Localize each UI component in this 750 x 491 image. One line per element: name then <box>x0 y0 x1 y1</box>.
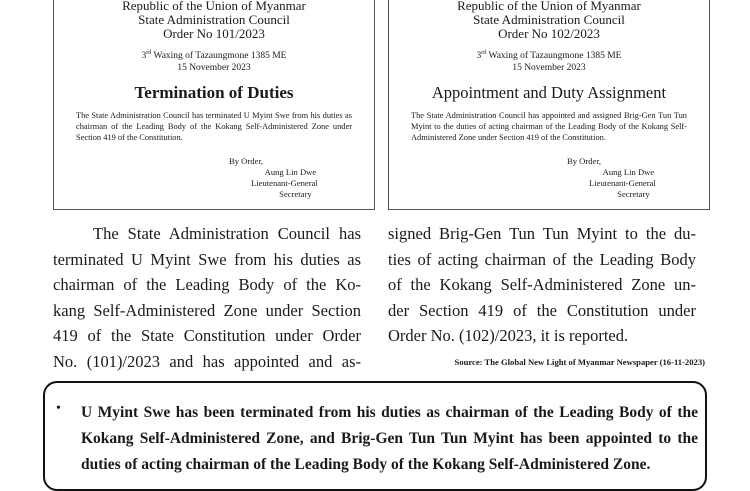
order-date: 15 November 2023 <box>177 63 251 74</box>
signatory-rank: Lieutenant-General <box>251 178 318 188</box>
article-line: 419 of the State Constitution under Order <box>53 326 361 345</box>
order-date-waxing: 3rd Waxing of Tazaungmone 1385 ME <box>141 50 287 62</box>
signatory-name: Aung Lin Dwe <box>264 167 317 177</box>
signatory-position: Secretary <box>617 189 650 199</box>
article-line: ties of acting chairman of the Leading Body <box>388 249 696 269</box>
by-order: By Order, <box>567 156 602 166</box>
article-column-right <box>388 221 696 349</box>
order-number: Order No 101/2023 <box>163 26 265 41</box>
article-line: Order No. (102)/2023, it is reported. <box>388 326 629 345</box>
order-title: Appointment and Duty Assignment <box>431 83 667 103</box>
bullet-icon: • <box>56 401 61 416</box>
article-line: der Section 419 of the Constitution under <box>388 300 696 320</box>
article-line: signed Brig-Gen Tun Tun Myint to the du- <box>388 224 696 243</box>
signatory-rank: Lieutenant-General <box>589 178 656 188</box>
article-line: No. (101)/2023 and has appointed and as- <box>53 351 361 371</box>
header-line: Republic of the Union of Myanmar <box>457 0 641 13</box>
signature-block <box>229 156 318 200</box>
article-column-left <box>53 221 361 374</box>
article-line: chairman of the Leading Body of the Ko- <box>53 275 361 294</box>
article-line: kang Self-Administered Zone under Section <box>53 300 361 320</box>
signatory-position: Secretary <box>279 189 312 199</box>
summary-text: U Myint Swe has been terminated from his duties as chairman of the Leading Body of the Kokang Self-Administered Zone, and Brig-Gen Tun Tun Myint has been appointed to the duties of acting chairman of the Leading Body of the Kokang Self-Administered Zone. <box>81 404 698 473</box>
header-line: State Administration Council <box>473 12 625 27</box>
signatory-name: Aung Lin Dwe <box>602 167 655 177</box>
order-date-waxing: 3rd Waxing of Tazaungmone 1385 ME <box>476 50 622 62</box>
header-line: Republic of the Union of Myanmar <box>122 0 306 13</box>
article-line: of the Kokang Self-Administered Zone un- <box>388 275 696 294</box>
order-number: Order No 102/2023 <box>498 26 600 41</box>
by-order: By Order, <box>229 156 264 166</box>
header-line: State Administration Council <box>138 12 290 27</box>
article-line: terminated U Myint Swe from his duties as <box>53 249 361 269</box>
summary-box <box>43 381 707 491</box>
order-date: 15 November 2023 <box>512 63 586 74</box>
source-citation: Source: The Global New Light of Myanmar Newspaper (16-11-2023) <box>454 357 705 367</box>
order-body: The State Administration Council has appointed and assigned Brig-Gen Tun Tun Myint to the duties of acting chairman of the Leading Body of the Kokang Self-Administered Zone under Section 419 of the Constitution. <box>411 111 687 143</box>
order-body: The State Administration Council has terminated U Myint Swe from his duties as chairman of the Leading Body of the Kokang Self-Administered Zone under Section 419 of the Constitution. <box>76 111 352 143</box>
order-title: Termination of Duties <box>134 83 294 103</box>
order-notice-102 <box>388 0 710 210</box>
order-notice-101 <box>53 0 375 210</box>
article-line: The State Administration Council has <box>93 224 361 243</box>
signature-block <box>567 156 656 200</box>
